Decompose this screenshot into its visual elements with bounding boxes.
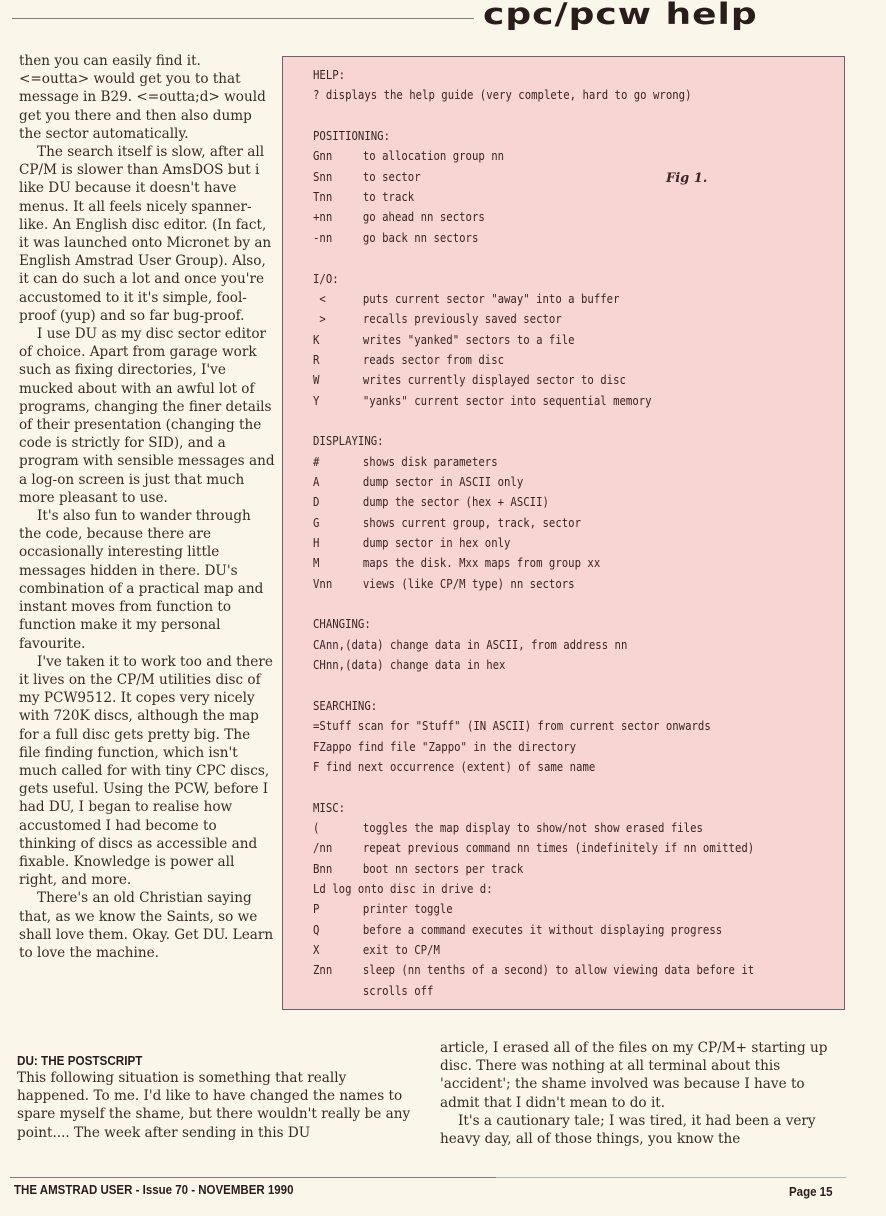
command-key: Y [313, 392, 320, 408]
listing-line [313, 187, 414, 207]
command-description: shows disk parameters [362, 453, 498, 469]
paragraph: article, I erased all of the files on my CP/M+ starting up disc. There was nothing at all terminal about this 'accident'; the shame involved was because I have to admit that I didn't mean to do it. [440, 1040, 828, 1111]
command-description: sleep (nn tenths of a second) to allow viewing data before it [362, 962, 755, 978]
page-number: Page 15 [789, 1185, 833, 1199]
command-description: repeat previous command nn times (indefinitely if nn omitted) [362, 840, 755, 856]
footer-rule [10, 1177, 496, 1178]
listing-line [313, 818, 703, 838]
command-key: P [313, 901, 320, 917]
command-description: before a command executes it without displaying progress [362, 921, 723, 937]
listing-line: SEARCHING: [313, 697, 378, 713]
listing-line [313, 370, 626, 390]
listing-line: CHANGING: [313, 616, 371, 632]
figure-box [282, 56, 845, 1010]
postscript-left [17, 1069, 412, 1142]
command-description: writes "yanked" sectors to a file [362, 331, 575, 347]
command-description: to sector [362, 168, 421, 184]
listing-line: DISPLAYING: [313, 433, 384, 449]
paragraph: It's also fun to wander through the code, because there are occasionally interesting little messages hidden in there. DU's combination of a practical map and instant moves from function to function make it my personal favourite. [19, 508, 264, 652]
listing-line [313, 981, 433, 1001]
command-key: M [313, 555, 320, 571]
paragraph: then you can easily find it. <=outta> would get you to that message in B29. <=outta;d> would get you there and then also dump the sector automatically. [19, 53, 266, 142]
command-description: printer toggle [362, 901, 453, 917]
paragraph: The search itself is slow, after all CP/M is slower than AmsDOS but i like DU because it doesn't have menus. It all feels nicely spanner-like. An English disc editor. (In fact, it was launched onto Micronet by an English Amstrad User Group). Also, it can do such a lot and once you're accustomed to it it's simple, fool-proof (yup) and so far bug-proof. [19, 144, 272, 324]
listing-line [313, 899, 453, 919]
command-key: < [313, 290, 326, 306]
command-key: Gnn [313, 148, 333, 164]
listing-line [313, 553, 600, 573]
command-key: Tnn [313, 189, 333, 205]
listing-line [313, 920, 722, 940]
listing-line [313, 960, 754, 980]
listing-line [313, 167, 421, 187]
command-key: Bnn [313, 860, 333, 876]
listing-line [313, 513, 581, 533]
command-description: maps the disk. Mxx maps from group xx [362, 555, 601, 571]
listing-line: CAnn,(data) change data in ASCII, from address nn [313, 636, 628, 652]
listing-line [313, 289, 620, 309]
paragraph: I've taken it to work too and there it lives on the CP/M utilities disc of my PCW9512. It copes very nicely with 720K discs, although the map for a full disc gets pretty big. The file finding function, which isn't much called for with tiny CPC discs, gets useful. Using the PCW, before I had DU, I began to realise how accustomed I had become to thinking of discs as accessible and fixable. Knowledge is power all right, and more. [19, 653, 273, 889]
command-description: dump the sector (hex + ASCII) [362, 494, 549, 510]
listing-line [313, 452, 498, 472]
listing-line [313, 391, 652, 411]
footer-rule [496, 1177, 846, 1178]
listing-line [313, 146, 504, 166]
command-description: puts current sector "away" into a buffer [362, 290, 620, 306]
publication-info: THE AMSTRAD USER - Issue 70 - NOVEMBER 1990 [14, 1183, 294, 1197]
paragraph: There's an old Christian saying that, as we know the Saints, so we shall love them. Okay. Get DU. Learn to love the machine. [19, 890, 274, 961]
command-key: W [313, 372, 320, 388]
command-key: K [313, 331, 320, 347]
command-key: # [313, 453, 320, 469]
listing-line [313, 492, 549, 512]
section-title: cpc/pcw help [483, 0, 758, 32]
command-key: H [313, 535, 320, 551]
postscript-right [440, 1039, 840, 1148]
command-key: D [313, 494, 320, 510]
command-description: reads sector from disc [362, 351, 505, 367]
command-key: +nn [313, 209, 333, 225]
listing-line [313, 330, 575, 350]
command-key: A [313, 474, 320, 489]
command-description: toggles the map display to show/not show erased files [362, 819, 703, 835]
listing-line [313, 859, 523, 879]
listing-line [313, 207, 485, 227]
command-description: "yanks" current sector into sequential memory [362, 392, 652, 408]
command-description: go ahead nn sectors [362, 209, 485, 225]
listing-line [313, 350, 504, 370]
command-description: to allocation group nn [362, 148, 505, 164]
listing-line [313, 838, 754, 858]
command-key: /nn [313, 840, 333, 856]
postscript-heading: DU: THE POSTSCRIPT [17, 1053, 143, 1068]
command-description: go back nn sectors [362, 229, 479, 245]
command-description: writes currently displayed sector to disc [362, 372, 626, 388]
listing-line: =Stuff scan for "Stuff" (IN ASCII) from current sector onwards [313, 718, 711, 734]
listing-line [313, 940, 440, 960]
listing-line: POSITIONING: [313, 128, 390, 144]
listing-line: FZappo find file "Zappo" in the directory [313, 738, 577, 754]
command-description: shows current group, track, sector [362, 514, 582, 530]
listing-line: HELP: [313, 67, 346, 82]
command-description: recalls previously saved sector [362, 311, 562, 327]
paragraph: It's a cautionary tale; I was tired, it had been a very heavy day, all of those things, you know the [440, 1112, 816, 1148]
listing-line: ? displays the help guide (very complete, hard to go wrong) [313, 87, 692, 103]
command-key: R [313, 351, 320, 367]
listing-line: I/O: [313, 270, 339, 286]
command-key: G [313, 514, 320, 530]
command-description: to track [362, 189, 415, 205]
paragraph: I use DU as my disc sector editor of choice. Apart from garage work such as fixing directories, I've mucked about with an awful lot of programs, changing the finer details of their presentation (changing the code is strictly for SID), and a program with sensible messages and a log-on screen is just that much more pleasant to use. [19, 326, 275, 506]
figure-label: Fig 1. [666, 171, 708, 186]
listing-line [313, 228, 478, 248]
command-key: ( [313, 819, 320, 835]
listing-line [313, 309, 562, 329]
command-description: exit to CP/M [362, 942, 440, 958]
command-key: Q [313, 921, 320, 937]
header-rule [12, 18, 474, 19]
command-description: dump sector in hex only [362, 535, 511, 551]
listing-line [313, 533, 510, 553]
listing-line: CHnn,(data) change data in hex [313, 657, 506, 673]
listing-line [313, 574, 575, 594]
listing-line: Ld log onto disc in drive d: [313, 881, 493, 896]
left-column [19, 52, 275, 962]
paragraph: This following situation is something that really happened. To me. I'd like to have changed the names to spare myself the shame, but there wouldn't really be any point.... The week after sending in this DU [17, 1070, 411, 1141]
command-key: Vnn [313, 575, 333, 591]
command-description: views (like CP/M type) nn sectors [362, 575, 575, 591]
command-description: scrolls off [362, 982, 434, 998]
command-key: > [313, 311, 326, 327]
command-key: X [313, 942, 320, 958]
command-key: -nn [313, 229, 333, 245]
command-key: Znn [313, 962, 333, 978]
command-description: dump sector in ASCII only [362, 474, 524, 489]
listing-line: F find next occurrence (extent) of same name [313, 758, 596, 774]
listing-line [313, 472, 523, 492]
command-key: Snn [313, 168, 333, 184]
command-description: boot nn sectors per track [362, 860, 524, 876]
listing-line: MISC: [313, 799, 346, 815]
